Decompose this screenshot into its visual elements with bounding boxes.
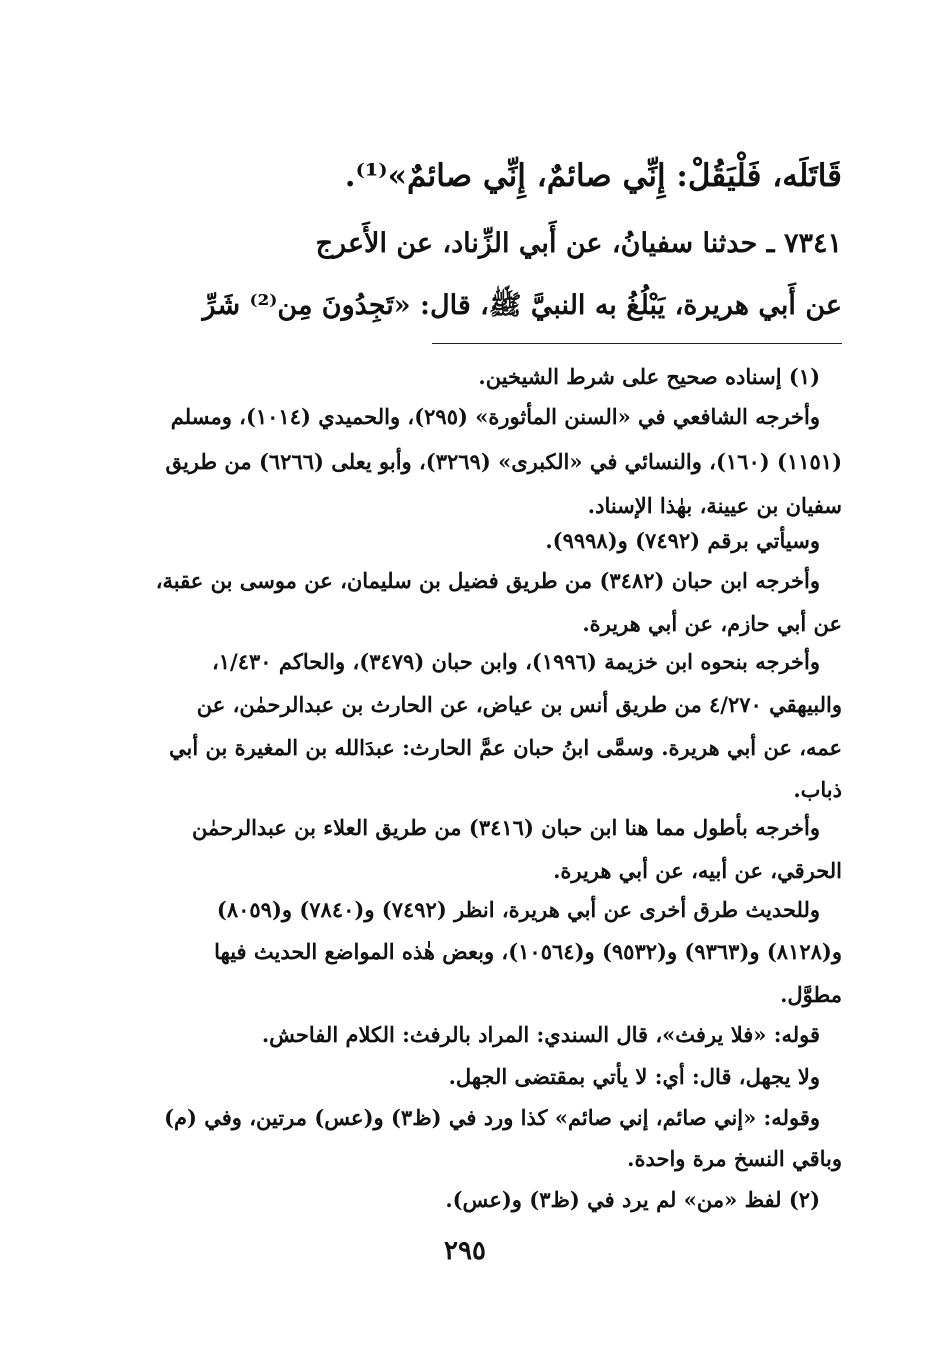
main-text-line-1: قَاتَلَه، فَلْيَقُلْ: إِنِّي صائمٌ، إِنِّي صائمٌ»⁽¹⁾.: [344, 158, 842, 194]
footnote-line: قوله: «فلا يرفث»، قال السندي: المراد بالرفث: الكلام الفاحش.: [261, 1022, 820, 1047]
footnote-line: وللحديث طرق أخرى عن أبي هريرة، انظر (٧٤٩٢) و(٧٨٤٠) و(٨٠٥٩): [216, 897, 820, 922]
footnote-line: وقوله: «إني صائم، إني صائم» كذا ورد في (ظ٣) و(عس) مرتين، وفي (م): [164, 1105, 820, 1130]
footnote-line: سفيان بن عيينة، بهٰذا الإسناد.: [587, 493, 842, 518]
footnote-line: وأخرجه الشافعي في «السنن المأثورة» (٢٩٥)، والحميدي (١٠١٤)، ومسلم: [170, 404, 820, 429]
footnote-line: (١١٥١) (١٦٠)، والنسائي في «الكبرى» (٣٢٦٩)، وأبو يعلى (٦٢٦٦) من طريق: [165, 449, 842, 474]
footnote-line: الحرقي، عن أبيه، عن أبي هريرة.: [553, 858, 842, 883]
footnote-separator: [432, 343, 842, 344]
footnote-line: (١) إسناده صحيح على شرط الشيخين.: [478, 364, 820, 389]
main-text-line-3: عن أَبي هريرة، يَبْلُغُ به النبيَّ ﷺ، قال: «تَجِدُونَ مِن⁽²⁾ شَرِّ: [202, 290, 842, 321]
footnote-line: وباقي النسخ مرة واحدة.: [627, 1146, 842, 1171]
footnote-line: وسيأتي برقم (٧٤٩٢) و(٩٩٩٨).: [545, 528, 820, 553]
footnote-line: والبيهقي ٤/٢٧٠ من طريق أنس بن عياض، عن الحارث بن عبدالرحمٰن، عن: [196, 692, 842, 717]
footnote-line: (٢) لفظ «من» لم يرد في (ظ٣) و(عس).: [445, 1187, 820, 1212]
hadith-number-line: ٧٣٤١ ـ حدثنا سفيانُ، عن أَبي الزِّناد، عن الأَعرج: [315, 228, 842, 259]
footnote-line: وأخرجه بأطول مما هنا ابن حبان (٣٤١٦) من طريق العلاء بن عبدالرحمٰن: [192, 815, 820, 840]
footnote-line: وأخرجه ابن حبان (٣٤٨٢) من طريق فضيل بن سليمان، عن موسى بن عقبة،: [155, 568, 820, 593]
page-number: ٢٩٥: [444, 1236, 486, 1266]
footnote-line: ولا يجهل، قال: أي: لا يأتي بمقتضى الجهل.: [448, 1064, 820, 1089]
footnote-line: عمه، عن أبي هريرة. وسمَّى ابنُ حبان عمَّ الحارث: عبدَالله بن المغيرة بن أبي: [168, 735, 842, 760]
footnote-line: عن أبي حازم، عن أبي هريرة.: [582, 611, 842, 636]
footnote-line: و(٨١٢٨) و(٩٣٦٣) و(٩٥٣٢) و(١٠٥٦٤)، وبعض هٰذه المواضع الحديث فيها: [214, 939, 842, 964]
footnote-line: وأخرجه بنحوه ابن خزيمة (١٩٩٦)، وابن حبان (٣٤٧٩)، والحاكم ١/٤٣٠،: [211, 649, 820, 674]
footnote-line: ذباب.: [793, 777, 842, 802]
footnote-line: مطوَّل.: [780, 982, 842, 1007]
